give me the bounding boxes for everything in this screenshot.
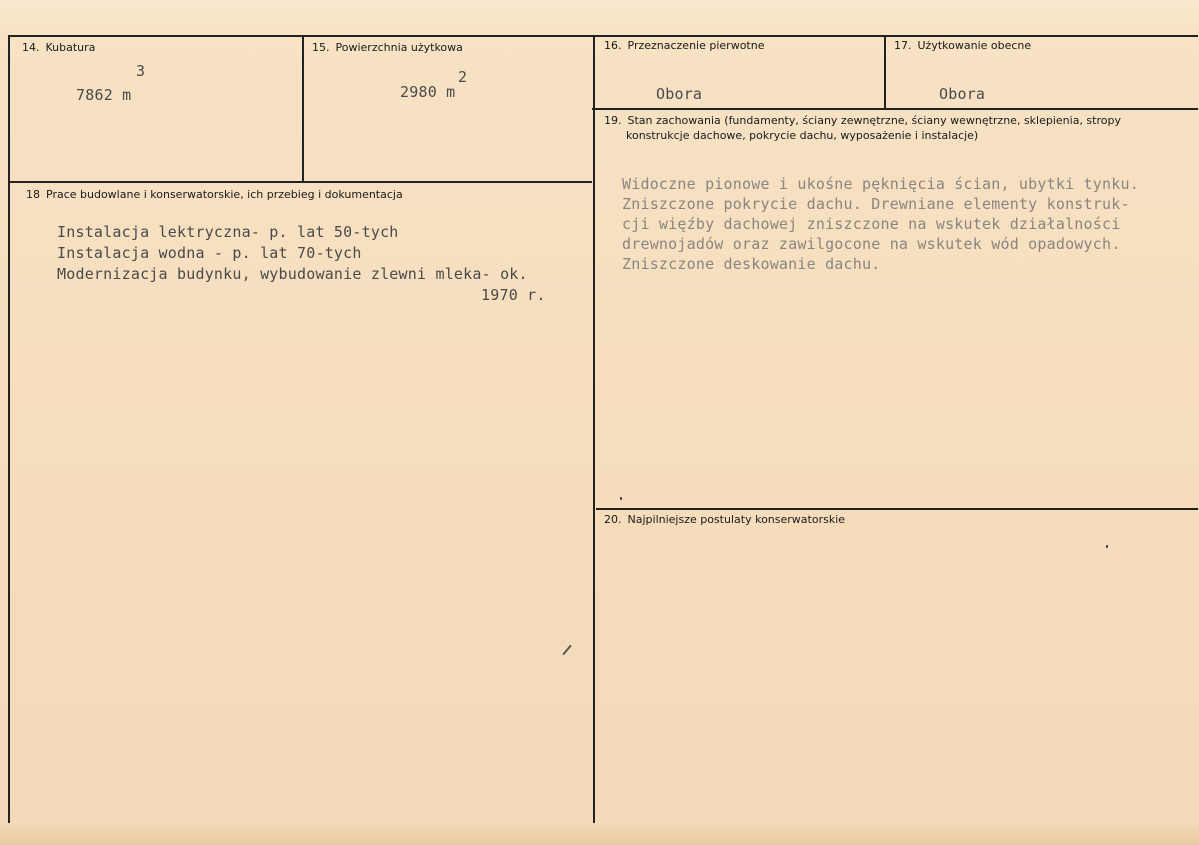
- prace-line-2: Instalacja wodna - p. lat 70-tych: [57, 244, 362, 262]
- field-18-label: [26, 187, 403, 202]
- speck-mark: [1106, 545, 1108, 548]
- field-18-number: 18: [26, 188, 40, 201]
- grid-line-left: [8, 35, 10, 823]
- field-19-label: [604, 113, 1194, 143]
- field-20-title: Najpilniejsze postulaty konserwatorskie: [627, 513, 846, 526]
- field-16-title: Przeznaczenie pierwotne: [627, 39, 765, 52]
- stan-line-4: drewnojadów oraz zawilgocone na wskutek wód opadowych.: [622, 235, 1121, 253]
- field-18-title: Prace budowlane i konserwatorskie, ich przebieg i dokumentacja: [46, 188, 403, 201]
- przeznaczenie-value: Obora: [656, 85, 703, 103]
- grid-line-top: [8, 35, 1198, 37]
- uzytkowanie-value: Obora: [939, 85, 986, 103]
- grid-line-19-top: [592, 108, 1198, 110]
- kubatura-exponent: 3: [136, 62, 146, 80]
- grid-line-17: [884, 35, 886, 108]
- stan-line-1: Widoczne pionowe i ukośne pęknięcia ścian, ubytki tynku.: [622, 175, 1139, 193]
- field-15-number: 15.: [312, 41, 330, 54]
- grid-line-15: [302, 35, 304, 181]
- grid-line-row2: [8, 181, 592, 183]
- field-19-number: 19.: [604, 114, 622, 127]
- field-15-title: Powierzchnia użytkowa: [335, 41, 463, 54]
- powierzchnia-value: 2980 m: [400, 83, 456, 101]
- grid-line-center: [593, 35, 595, 823]
- field-14-label: [22, 40, 95, 55]
- field-20-number: 20.: [604, 513, 622, 526]
- field-16-number: 16.: [604, 39, 622, 52]
- field-17-number: 17.: [894, 39, 912, 52]
- prace-line-3: Modernizacja budynku, wybudowanie zlewni mleka- ok.: [57, 265, 528, 283]
- card-top-edge: [0, 0, 1199, 36]
- field-16-label: [604, 38, 764, 53]
- card-bottom-edge: [0, 823, 1199, 845]
- field-14-number: 14.: [22, 41, 40, 54]
- powierzchnia-exponent: 2: [458, 68, 468, 86]
- stan-line-3: cji więźby dachowej zniszczone na wskutek działalności: [622, 215, 1121, 233]
- field-19-title-line-1: Stan zachowania (fundamenty, ściany zewnętrzne, ściany wewnętrzne, sklepienia, stropy: [627, 114, 1121, 127]
- stan-line-5: Zniszczone deskowanie dachu.: [622, 255, 881, 273]
- prace-line-4: 1970 r.: [481, 286, 546, 304]
- field-17-label: [894, 38, 1031, 53]
- stan-line-2: Zniszczone pokrycie dachu. Drewniane elementy konstruk-: [622, 195, 1130, 213]
- prace-line-1: Instalacja lektryczna- p. lat 50-tych: [57, 223, 399, 241]
- grid-line-20-top: [596, 508, 1198, 510]
- field-15-label: [312, 40, 463, 55]
- pencil-mark: [562, 645, 571, 655]
- field-20-label: [604, 512, 845, 527]
- kubatura-value: 7862 m: [76, 86, 132, 104]
- field-14-title: Kubatura: [45, 41, 96, 54]
- speck-mark: [620, 497, 622, 500]
- field-19-title-line-2: konstrukcje dachowe, pokrycie dachu, wyposażenie i instalacje): [626, 129, 979, 142]
- field-17-title: Użytkowanie obecne: [917, 39, 1032, 52]
